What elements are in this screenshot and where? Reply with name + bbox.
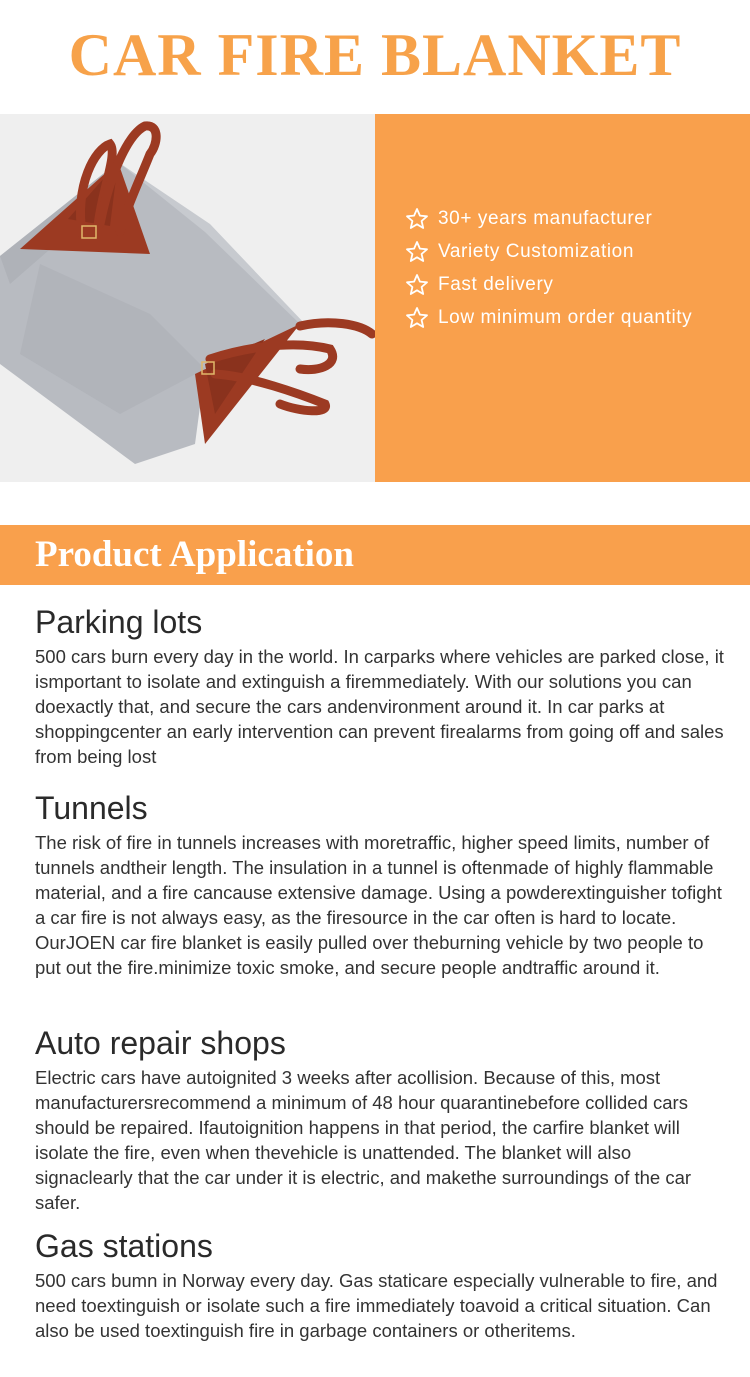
feature-label: 30+ years manufacturer bbox=[438, 207, 653, 229]
feature-item bbox=[405, 235, 750, 268]
application-block-tunnels bbox=[35, 786, 725, 980]
application-text: 500 cars burn every day in the world. In carparks where vehicles are parked close, it ismportant to isolate and extinguish a firemmediately. With our solutions you can doexactly that, and secure the cars andenvironment around it. In car parks at shoppingcenter an early intervention can prevent firealarms from going off and sales from being lost bbox=[35, 646, 724, 767]
feature-item bbox=[405, 202, 750, 235]
feature-label: Fast delivery bbox=[438, 273, 554, 295]
application-block-auto-repair-shops bbox=[35, 1021, 725, 1215]
page-title: CAR FIRE BLANKET bbox=[68, 22, 682, 88]
application-text: The risk of fire in tunnels increases with moretraffic, higher speed limits, number of tunnels andtheir length. The insulation in a tunnel is oftenmade of highly flammable material, and a fire cancause extensive damage. Using a powderextinguisher tofight a car fire is not always easy, as the firesource in the car often is hard to locate. OurJOEN car fire blanket is easily pulled over theburning vehicle by two people to put out the fire.minimize toxic smoke, and secure people andtraffic around it. bbox=[35, 832, 722, 978]
section-header-product-application: Product Application bbox=[0, 525, 750, 585]
star-outline-icon bbox=[405, 273, 429, 297]
star-outline-icon bbox=[405, 306, 429, 330]
feature-item bbox=[405, 301, 750, 334]
application-heading: Auto repair shops bbox=[35, 1025, 286, 1061]
application-block-gas-stations bbox=[35, 1224, 725, 1343]
application-text: 500 cars bumn in Norway every day. Gas staticare especially vulnerable to fire, and need toextinguish or isolate such a fire immediately toavoid a critical situation. Can also be used toextinguish fire in garbage containers or otheritems. bbox=[35, 1270, 718, 1341]
feature-label: Variety Customization bbox=[438, 240, 634, 262]
application-heading: Gas stations bbox=[35, 1228, 213, 1264]
application-text: Electric cars have autoignited 3 weeks after acollision. Because of this, most manufacturersrecommend a minimum of 48 hour quarantinebefore collided cars should be repaired. Ifautoignition happens in that period, the carfire blanket will isolate the fire, even when thevehicle is unattended. The blanket will also signaclearly that the car under it is electric, and makethe surroundings of the car safer. bbox=[35, 1067, 692, 1213]
star-outline-icon bbox=[405, 207, 429, 231]
hero-banner bbox=[0, 114, 750, 482]
application-heading: Parking lots bbox=[35, 604, 203, 640]
feature-list bbox=[375, 114, 750, 482]
application-block-parking-lots bbox=[35, 600, 725, 769]
application-heading: Tunnels bbox=[35, 790, 148, 826]
feature-item bbox=[405, 268, 750, 301]
fire-blanket-image bbox=[0, 114, 375, 482]
product-photo bbox=[0, 114, 375, 482]
feature-label: Low minimum order quantity bbox=[438, 306, 693, 328]
star-outline-icon bbox=[405, 240, 429, 264]
